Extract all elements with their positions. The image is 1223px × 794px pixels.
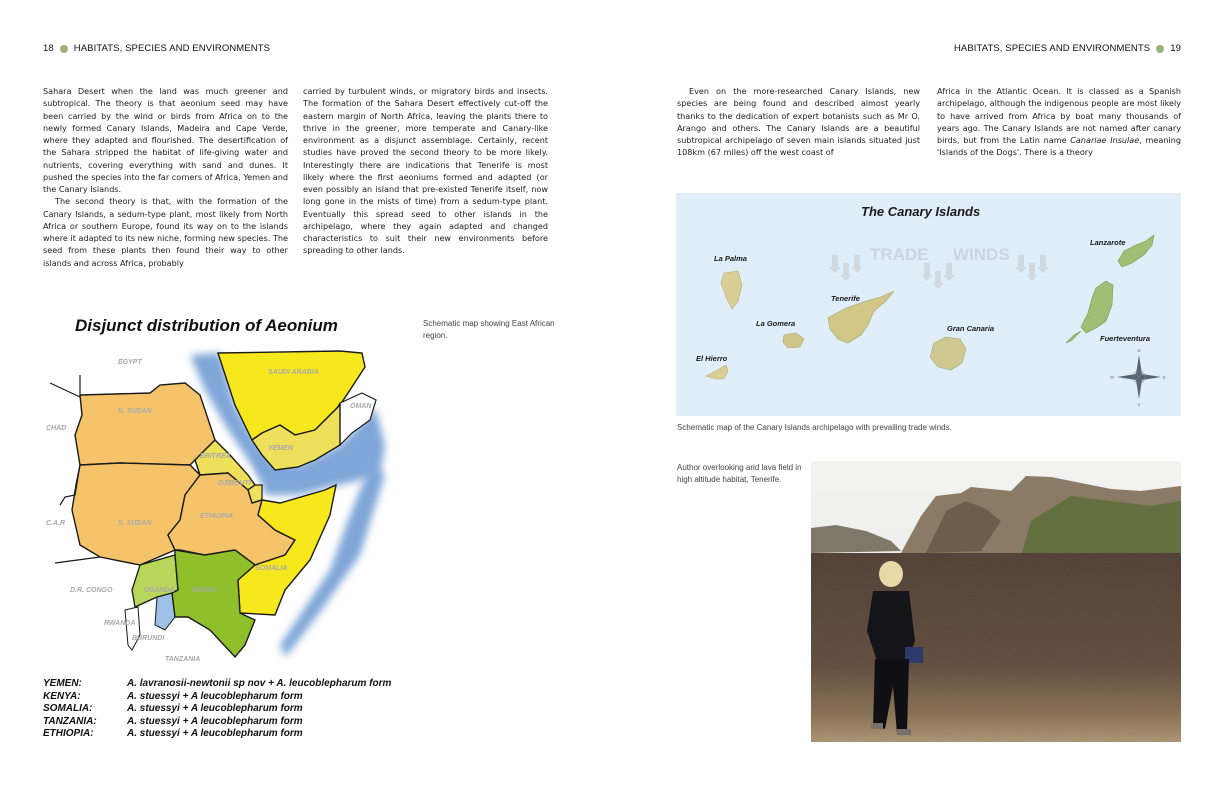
label-egypt: EGYPT: [118, 359, 142, 366]
wind-text-trade: TRADE: [870, 245, 929, 264]
legend-country: TANZANIA:: [43, 715, 97, 727]
label-el-hierro: El Hierro: [696, 354, 728, 363]
label-la-gomera: La Gomera: [756, 319, 796, 328]
running-title-right: HABITATS, SPECIES AND ENVIRONMENTS: [953, 43, 1151, 54]
canary-map-title: The Canary Islands: [861, 204, 981, 219]
text-run: Africa in the Atlantic Ocean. It is classed as a Spanish archipelago, although the indigenous people are most likely to have arrived from Africa by boat many thousands of years ago. The Canary Islands are not named after canary birds, but from the Latin name: [937, 86, 1181, 145]
label-burundi: BURUNDI: [132, 635, 165, 642]
canary-islands-map: [676, 193, 1181, 416]
region-rwanda-burundi: [125, 607, 140, 650]
legend-species: A. stuessyi + A leucoblepharum form: [127, 690, 303, 702]
paragraph: Even on the more-researched Canary Islands, new species are being found and described almost yearly thanks to the dedication of expert botanists such as Mr O. Arango and others. The Canary Islands are a beautiful subtropical archipelago of seven main islands situated just 108km (67 miles) off the west coast of: [677, 86, 920, 158]
left-column-1: [43, 85, 288, 269]
legend-country: SOMALIA:: [43, 703, 93, 715]
legend-species: A. stuessyi + A leucoblepharum form: [127, 703, 303, 715]
label-ethiopia: ETHIOPIA: [200, 513, 234, 520]
border-car: [55, 557, 100, 563]
region-n-sudan: [75, 383, 215, 465]
running-head-right: [954, 43, 1181, 54]
species-legend: [43, 678, 443, 741]
africa-map-caption: Schematic map showing East African region.: [423, 319, 555, 340]
page-number-right: 19: [1170, 43, 1181, 54]
label-rwanda: RWANDA: [104, 620, 136, 627]
latin-name: Canariae Insulae: [1070, 135, 1140, 145]
text-run: , meaning 'Islands of the Dogs'. There is a theory: [937, 135, 1181, 158]
legend-country: YEMEN:: [43, 678, 82, 689]
legend-row: [43, 703, 443, 716]
label-la-palma: La Palma: [714, 254, 747, 263]
lava-texture: [811, 553, 1181, 742]
label-chad: CHAD: [46, 425, 67, 432]
label-yemen: YEMEN: [268, 445, 293, 452]
label-eritrea: ERITREA: [200, 453, 231, 460]
legend-row: [43, 678, 443, 691]
label-gran-canaria: Gran Canaria: [947, 324, 995, 333]
right-column-1: [677, 85, 920, 159]
label-tanzania: TANZANIA: [165, 656, 201, 663]
label-oman: OMAN: [350, 403, 372, 410]
left-column-2: [303, 85, 548, 257]
compass-e: E: [1163, 374, 1166, 380]
label-saudi-arabia: SAUDI ARABIA: [268, 369, 319, 376]
label-kenya: KENYA: [192, 587, 216, 594]
compass-w: W: [1110, 374, 1114, 380]
legend-row: [43, 691, 443, 704]
label-somalia: SOMALIA: [255, 565, 288, 572]
page-number-left: 18: [43, 43, 54, 54]
label-car: C.A.R: [46, 520, 66, 527]
paragraph: The second theory is that, with the formation of the Canary Islands, a sedum-type plant, most likely from North Africa or southern Europe, found its way on to the islands where it adapted to its new niche, forming new species. The seed from these plants then found their way to other islands and across Africa, probably: [43, 196, 288, 268]
photo-caption: Author overlooking arid lava field in high altitude habitat, Tenerife.: [677, 463, 802, 484]
paragraph: [937, 85, 1181, 159]
legend-row: [43, 728, 443, 741]
label-uganda: UGANDA: [144, 587, 175, 594]
label-s-sudan: S. SUDAN: [118, 520, 152, 527]
right-column-2: [937, 85, 1181, 159]
label-n-sudan: N. SUDAN: [118, 408, 152, 415]
label-djibouti: DJIBOUTI: [218, 480, 251, 487]
paragraph: Sahara Desert when the land was much greener and subtropical. The theory is that aeonium seed may have been carried by the wind or birds from Africa on to the newly formed Canary Islands, Madeira and Cape Verde, where they adapted and flourished. The desertification of the Sahara stripped the habitat of life-giving water and nutrients, covering everything with sand and dunes. It pushed the species into the far corners of Africa, Yemen and the Canary Islands.: [43, 86, 288, 194]
africa-map-title: Disjunct distribution of Aeonium: [75, 316, 338, 335]
bullet-dot-icon: [60, 45, 68, 53]
legend-country: ETHIOPIA:: [43, 728, 94, 740]
running-head-left: [43, 43, 270, 54]
legend-country: KENYA:: [43, 690, 81, 702]
running-title-left: HABITATS, SPECIES AND ENVIRONMENTS: [73, 43, 271, 54]
compass-s: S: [1137, 402, 1141, 407]
legend-species: A. stuessyi + A leucoblepharum form: [127, 728, 303, 740]
label-fuerteventura: Fuerteventura: [1100, 334, 1151, 343]
canary-map-caption: Schematic map of the Canary Islands archipelago with prevailing trade winds.: [677, 423, 952, 432]
lava-field-photo: [811, 461, 1181, 742]
legend-species: A. stuessyi + A leucoblepharum form: [127, 715, 303, 727]
africa-distribution-map: [40, 345, 400, 670]
legend-species: A. lavranosii-newtonii sp nov + A. leucoblepharum form: [127, 678, 392, 689]
compass-n: N: [1137, 348, 1141, 353]
label-tenerife: Tenerife: [831, 294, 860, 303]
wind-text-winds: WINDS: [953, 245, 1010, 264]
paragraph: carried by turbulent winds, or migratory birds and insects. The formation of the Sahara Desert effectively cut-off the eastern margin of North Africa, leaving the plants there to thrive in the greener, more temperate and Canary-like environment as a disjunct assemblage. Certainly, recent studies have proved the second theory to be more likely. Interestingly there are indications that Tenerife is most likely where the first aeoniums formed and adapted (or even possibly an island that pre-existed Tenerife itself, now long gone in the mists of time) from a sedum-type plant. Eventually this spread seed to other islands in the archipelago, where they again adapted and changed characteristics to suit their new environments before spreading to other lands.: [303, 86, 548, 256]
label-dr-congo: D.R. CONGO: [70, 587, 113, 594]
bullet-dot-icon: [1156, 45, 1164, 53]
label-lanzarote: Lanzarote: [1090, 238, 1126, 247]
legend-row: [43, 716, 443, 729]
